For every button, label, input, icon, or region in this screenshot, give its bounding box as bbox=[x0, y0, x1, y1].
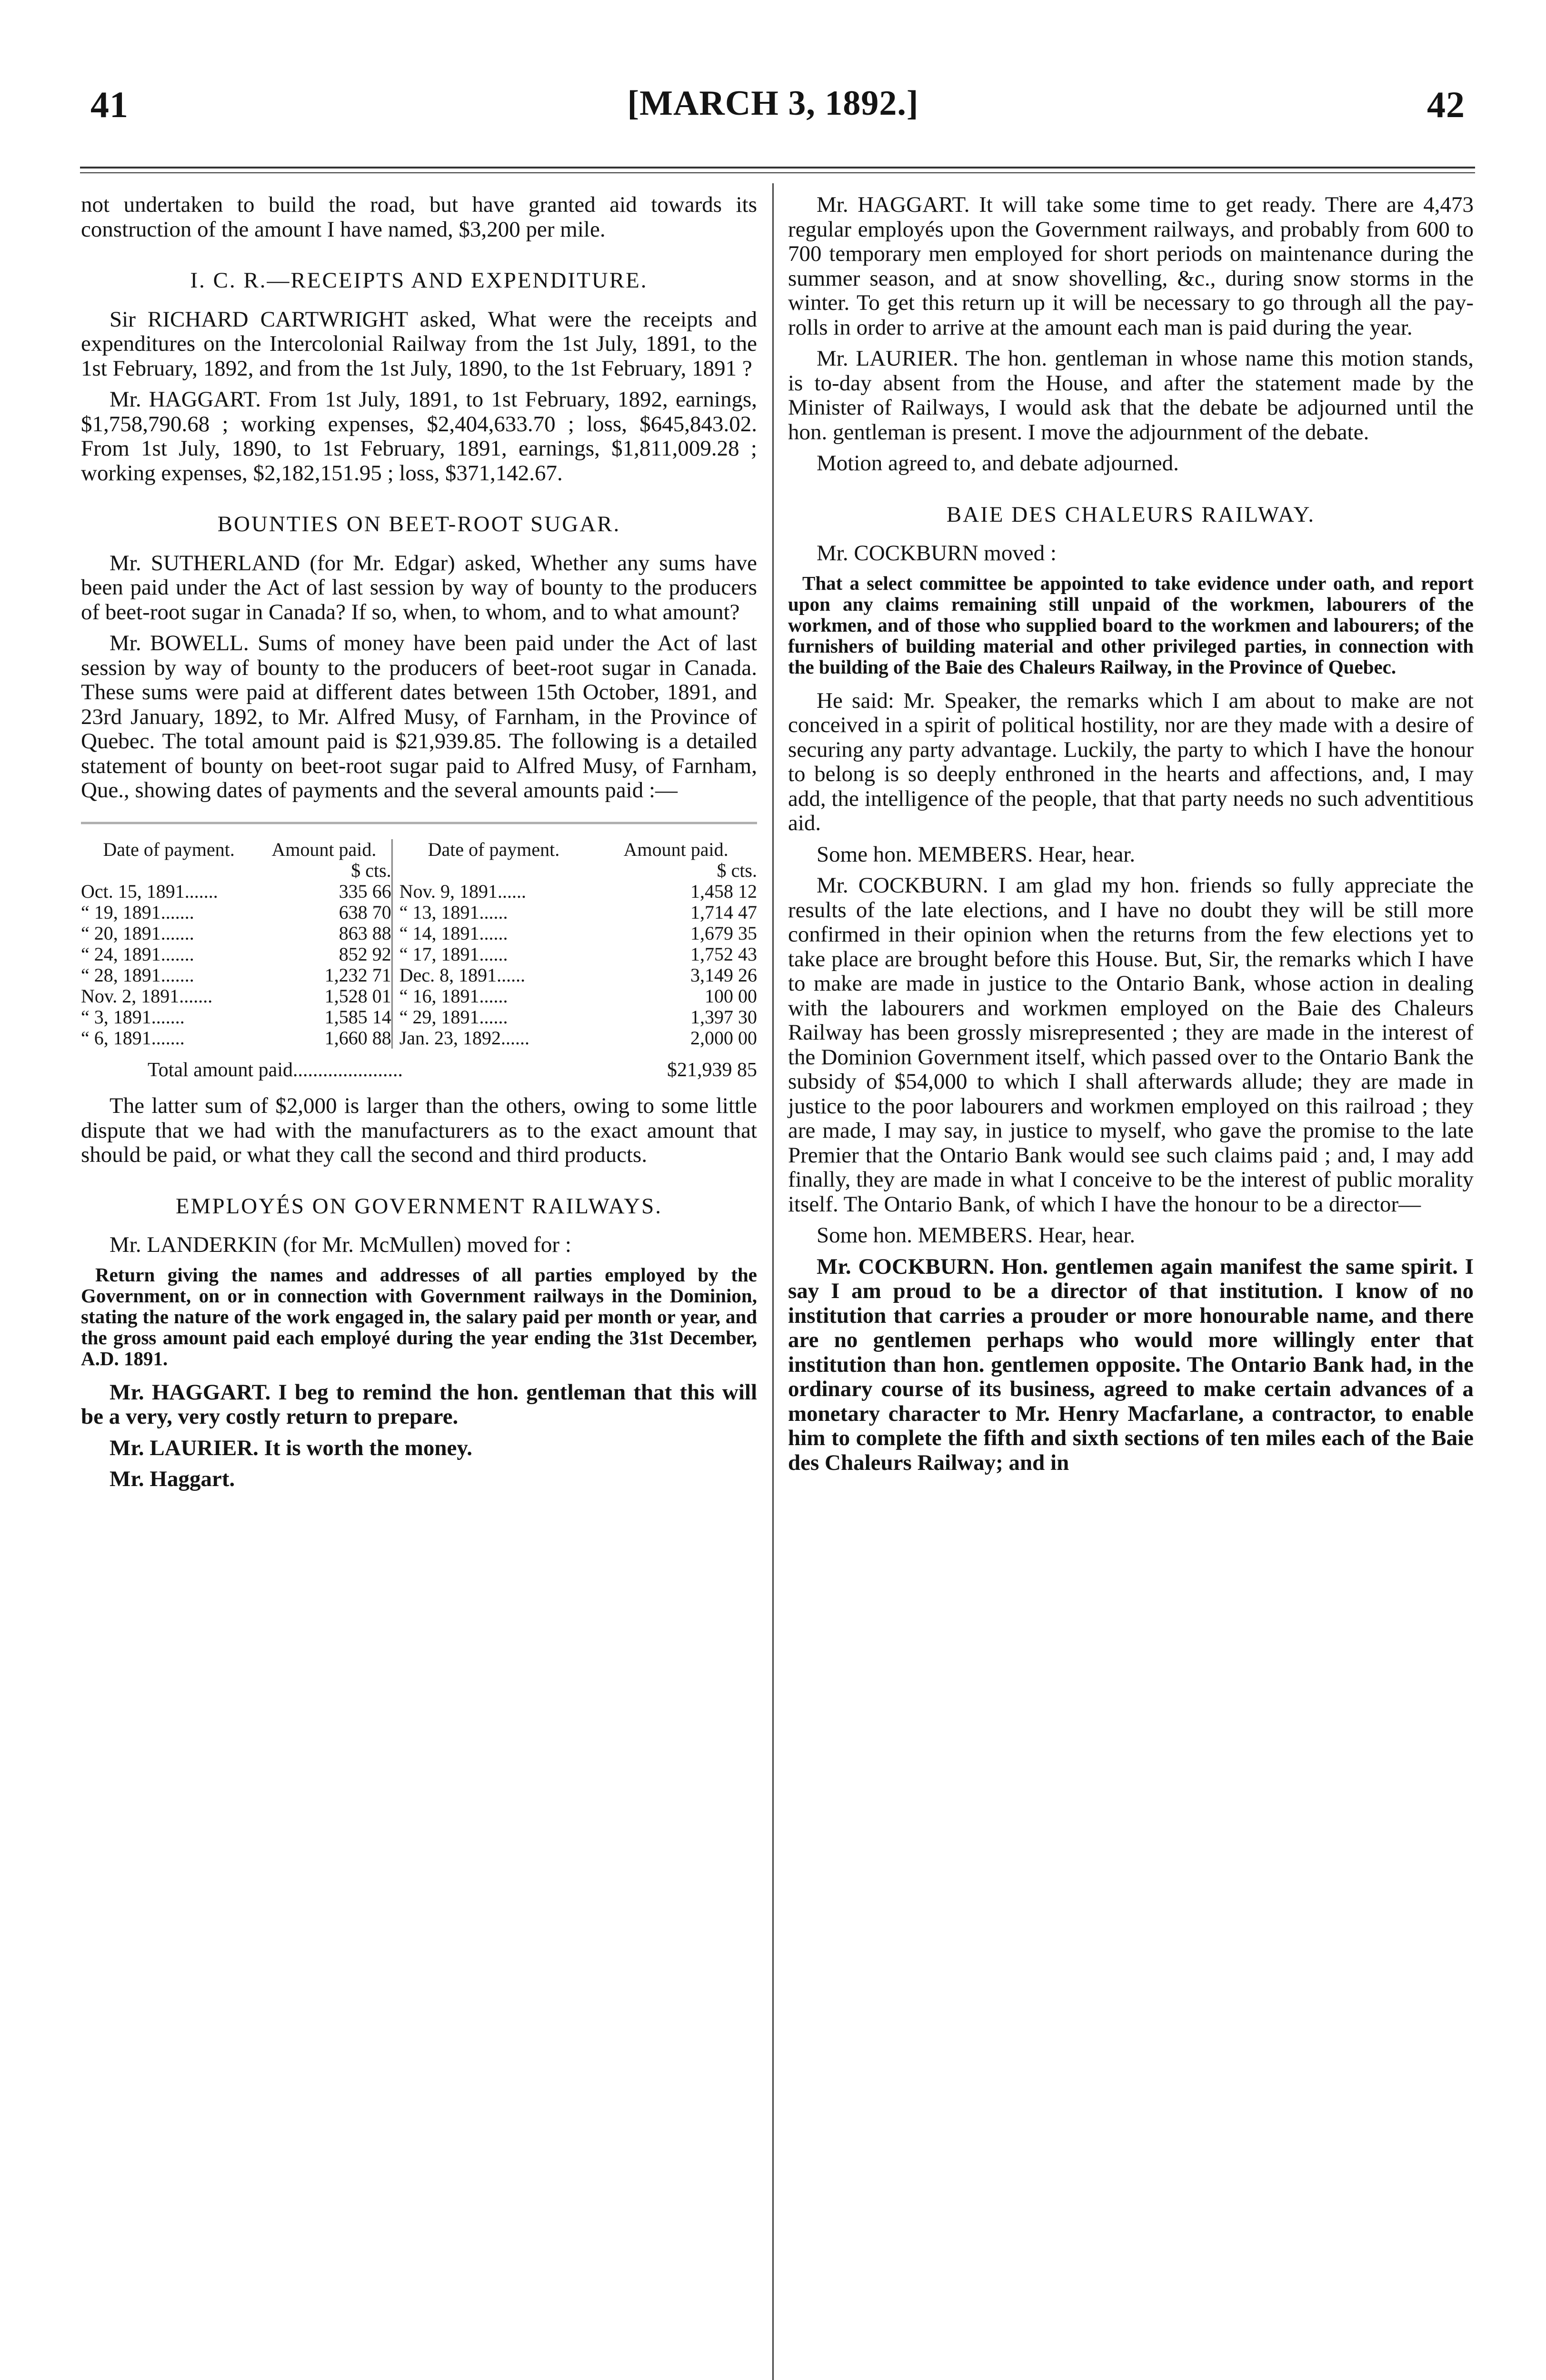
section-heading: BAIE DES CHALEURS RAILWAY. bbox=[946, 502, 1316, 527]
paragraph: Some hon. MEMBERS. Hear, hear. bbox=[817, 1223, 1136, 1248]
total-value: $21,939 85 bbox=[667, 1059, 757, 1081]
table-cell-amount: 1,458 12 bbox=[690, 880, 757, 902]
paragraph: Mr. COCKBURN moved : bbox=[817, 541, 1057, 565]
paragraph: not undertaken to build the road, but have granted aid towards its construction of the amount I have named, $3,200 per mile. bbox=[81, 192, 757, 242]
column-divider bbox=[772, 183, 774, 2380]
table-cell-date: “ 20, 1891....... bbox=[81, 922, 194, 944]
paragraph: Motion agreed to, and debate adjourned. bbox=[817, 451, 1179, 476]
bounty-payments-table bbox=[81, 822, 757, 1083]
table-cell-date: “ 16, 1891...... bbox=[392, 986, 595, 1007]
table-cell-date: Dec. 8, 1891...... bbox=[392, 965, 595, 986]
page-date-header: [MARCH 3, 1892.] bbox=[627, 84, 919, 123]
table-cell-date: “ 17, 1891...... bbox=[392, 944, 595, 965]
paragraph: He said: Mr. Speaker, the remarks which I am about to make are not conceived in a spirit of political hostility, nor are they made with a desire of securing any party advantage. Luckily, the party to which I have the honour to belong is so deeply enthroned in the hearts and affections, and, I may add, the intelligence of the people, that that party needs no such adventitious aid. bbox=[788, 688, 1474, 835]
table-cell-amount: 1,714 47 bbox=[690, 901, 757, 923]
left-column bbox=[81, 193, 757, 1498]
table-cell-amount: 1,660 88 bbox=[324, 1027, 391, 1049]
table-total-row bbox=[81, 1058, 757, 1083]
table-header-amount: Amount paid. bbox=[623, 838, 728, 860]
paragraph: Mr. LAURIER. It is worth the money. bbox=[110, 1435, 473, 1460]
table-row bbox=[81, 902, 757, 923]
table-row bbox=[81, 986, 757, 1007]
section-heading: EMPLOYÉS ON GOVERNMENT RAILWAYS. bbox=[175, 1193, 663, 1219]
table-row bbox=[81, 923, 757, 944]
table-row bbox=[81, 881, 757, 902]
right-column bbox=[788, 193, 1474, 1482]
paragraph: Mr. SUTHERLAND (for Mr. Edgar) asked, Whether any sums have been paid under the Act of last session by way of bounty to the producers of beet-root sugar in Canada? If so, when, to whom, and to what amount? bbox=[81, 550, 757, 625]
paragraph: Mr. HAGGART. From 1st July, 1891, to 1st February, 1892, earnings, $1,758,790.68 ; working expenses, $2,404,633.70 ; loss, $645,843.02. From 1st July, 1890, to 1st February, 1891, earnings, $1,811,009.28 ; working expenses, $2,182,151.95 ; loss, $371,142.67. bbox=[81, 387, 757, 486]
table-cell-amount: 335 66 bbox=[339, 880, 391, 902]
table-units: $ cts. bbox=[717, 859, 757, 881]
paragraph: Mr. BOWELL. Sums of money have been paid under the Act of last session by way of bounty to the producers of beet-root sugar in Canada. These sums were paid at different dates between 15th October, 1891, and 23rd January, 1892, to Mr. Alfred Musy, of Farnham, in the Province of Quebec. The total amount paid is $21,939.85. The following is a detailed statement of bounty on beet-root sugar paid to Alfred Musy, of Farnham, Que., showing dates of payments and the several amounts paid :— bbox=[81, 631, 757, 803]
table-cell-date: “ 13, 1891...... bbox=[392, 902, 595, 923]
motion-text: That a select committee be appointed to take evidence under oath, and report upon any claims remaining still unpaid of the workmen, labourers of the workmen, and of those who supplied board to the workmen and labourers; of the furnishers of building material and other privileged parties, in connection with the building of the Baie des Chaleurs Railway, in the Province of Quebec. bbox=[788, 572, 1474, 678]
table-cell-amount: 1,232 71 bbox=[324, 964, 391, 986]
section-heading: I. C. R.—RECEIPTS AND EXPENDITURE. bbox=[190, 268, 648, 293]
header-rule-thin bbox=[80, 172, 1475, 173]
motion-text: Return giving the names and addresses of all parties employed by the Government, on or in connection with Government railways in the Dominion, stating the nature of the work engaged in, the salary paid per month or year, and the gross amount paid each employé during the year ending the 31st December, A.D. 1891. bbox=[81, 1263, 757, 1369]
table-cell-date: Nov. 9, 1891...... bbox=[392, 881, 595, 902]
paragraph: Mr. HAGGART. I beg to remind the hon. gentleman that this will be a very, very costly return to prepare. bbox=[81, 1379, 757, 1429]
table-cell-date: “ 28, 1891....... bbox=[81, 964, 194, 986]
section-heading: BOUNTIES ON BEET-ROOT SUGAR. bbox=[217, 512, 621, 536]
table-cell-amount: 1,397 30 bbox=[690, 1006, 757, 1028]
table-cell-amount: 100 00 bbox=[705, 985, 757, 1007]
table-cell-date: “ 29, 1891...... bbox=[392, 1007, 595, 1028]
page-number-right: 42 bbox=[1427, 84, 1465, 125]
table-header-date: Date of payment. bbox=[392, 839, 595, 860]
table-row bbox=[81, 965, 757, 986]
header-rule bbox=[80, 167, 1475, 169]
table-cell-amount: 1,679 35 bbox=[690, 922, 757, 944]
table-header-date: Date of payment. bbox=[103, 838, 235, 860]
table-cell-date: Nov. 2, 1891....... bbox=[81, 985, 213, 1007]
table-cell-date: “ 24, 1891....... bbox=[81, 943, 194, 965]
table-cell-date: “ 3, 1891....... bbox=[81, 1006, 185, 1028]
table-cell-amount: 863 88 bbox=[339, 922, 391, 944]
table-row bbox=[81, 944, 757, 965]
paragraph: Mr. HAGGART. It will take some time to get ready. There are 4,473 regular employés upon the Government railways, and probably from 600 to 700 temporary men employed for short periods on maintenance during the summer season, and at snow shovelling, &c., during snow storms in the winter. To get this return up it will be necessary to go through all the pay-rolls in order to arrive at the amount each man is paid during the year. bbox=[788, 192, 1474, 340]
paragraph: Some hon. MEMBERS. Hear, hear. bbox=[817, 842, 1136, 867]
table-cell-date: Oct. 15, 1891....... bbox=[81, 880, 218, 902]
table-cell-amount: 1,752 43 bbox=[690, 943, 757, 965]
table-units: $ cts. bbox=[351, 859, 391, 881]
table-row bbox=[81, 1007, 757, 1028]
table-cell-amount: 2,000 00 bbox=[690, 1027, 757, 1049]
table-cell-amount: 3,149 26 bbox=[690, 964, 757, 986]
table-cell-amount: 1,528 01 bbox=[324, 985, 391, 1007]
table-cell-date: “ 14, 1891...... bbox=[392, 923, 595, 944]
table-cell-date: “ 6, 1891....... bbox=[81, 1027, 185, 1049]
paragraph: Mr. LANDERKIN (for Mr. McMullen) moved for : bbox=[110, 1232, 571, 1257]
paragraph: Mr. LAURIER. The hon. gentleman in whose name this motion stands, is to-day absent from the House, and after the statement made by the Minister of Railways, I would ask that the debate be adjourned until the hon. gentleman is present. I move the adjournment of the debate. bbox=[788, 346, 1474, 445]
table-row bbox=[81, 1028, 757, 1049]
paragraph: Mr. Haggart. bbox=[110, 1467, 235, 1491]
paragraph: The latter sum of $2,000 is larger than the others, owing to some little dispute that we had with the manufacturers as to the exact amount that should be paid, or what they call the second and third products. bbox=[81, 1093, 757, 1167]
paragraph: Sir RICHARD CARTWRIGHT asked, What were the receipts and expenditures on the Intercolonial Railway from the 1st July, 1891, to the 1st February, 1892, and from the 1st July, 1890, to the 1st February, 1891 ? bbox=[81, 307, 757, 381]
table-cell-amount: 638 70 bbox=[339, 901, 391, 923]
paragraph: Mr. COCKBURN. I am glad my hon. friends so fully appreciate the results of the late elections, and I have no doubt they will be still more confirmed in their opinion when the returns from the few elections yet to take place are brought before this House. But, Sir, the remarks which I have to make are made in justice to the Ontario Bank, whose action in dealing with the labourers and workmen employed on the Baie des Chaleurs Railway has been grossly misrepresented ; they are made in the interest of the Dominion Government itself, which passed over to the Ontario Bank the subsidy of $54,000 to which I shall afterwards allude; they are made in justice to the poor labourers and workmen employed on this railroad ; they are made, I may say, in justice to myself, who gave the promise to the late Premier that the Ontario Bank would see such claims paid ; and, I may add finally, they are made in what I conceive to be the interest of public morality itself. The Ontario Bank, of which I have the honour to be a director— bbox=[788, 873, 1474, 1217]
table-header-amount: Amount paid. bbox=[271, 838, 377, 860]
page-number-left: 41 bbox=[90, 84, 129, 125]
table-cell-amount: 852 92 bbox=[339, 943, 391, 965]
table-cell-date: “ 19, 1891....... bbox=[81, 901, 194, 923]
table-cell-date: Jan. 23, 1892...... bbox=[392, 1028, 595, 1049]
table-cell-amount: 1,585 14 bbox=[324, 1006, 391, 1028]
paragraph: Mr. COCKBURN. Hon. gentlemen again manifest the same spirit. I say I am proud to be a director of that institution. I know of no institution that carries a prouder or more honourable name, and there are no gentlemen perhaps who would more willingly enter that institution than hon. gentlemen opposite. The Ontario Bank had, in the ordinary course of its business, agreed to make certain advances of a monetary character to Mr. Henry Macfarlane, a contractor, to enable him to complete the fifth and sixth sections of ten miles each of the Baie des Chaleurs Railway; and in bbox=[788, 1254, 1474, 1475]
total-label: Total amount paid...................... bbox=[148, 1059, 403, 1081]
